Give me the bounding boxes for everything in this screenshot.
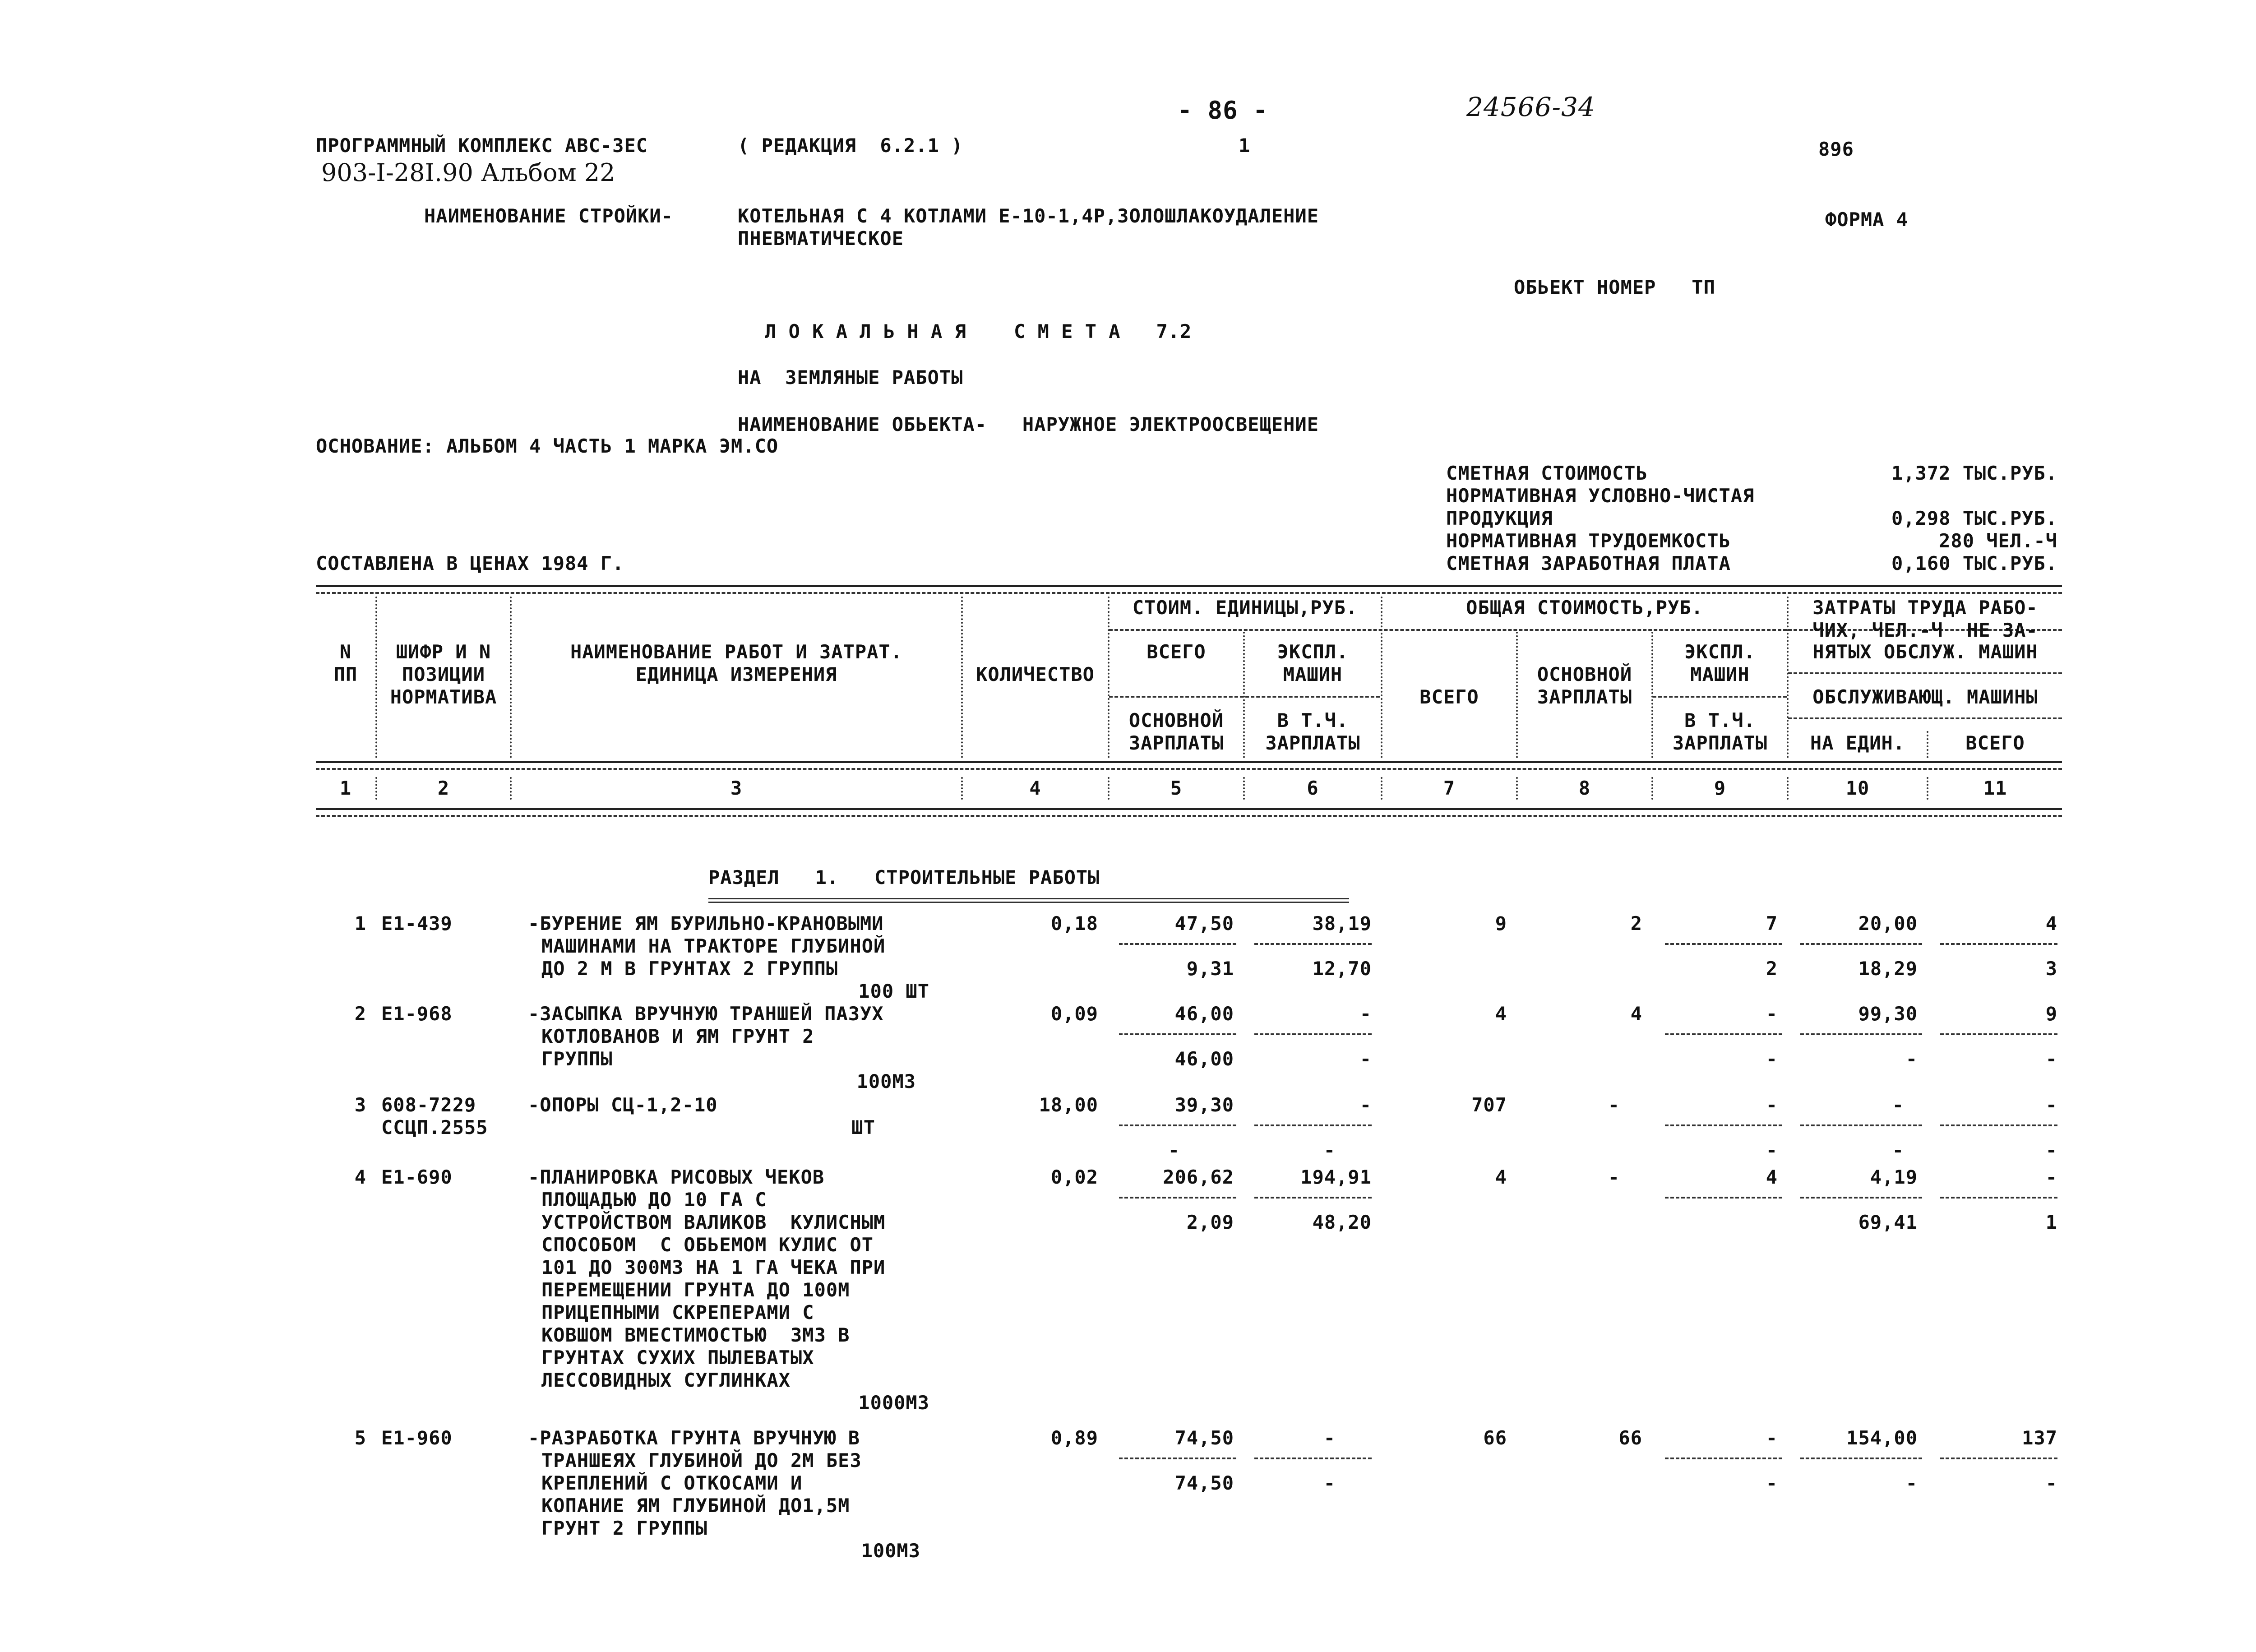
col6-header: В Т.Ч. [1277, 709, 1349, 731]
row-total-machine-wages: 2 [1766, 958, 1778, 980]
col-number: 2 [437, 777, 450, 799]
table-body-rule [316, 808, 2062, 810]
row-code: Е1-690 [381, 1166, 453, 1188]
col-number: 5 [1170, 777, 1183, 799]
row-unit-cost-machine-wages: 12,70 [1312, 958, 1372, 980]
row-total-cost: 9 [1495, 912, 1507, 935]
row-code: Е1-968 [381, 1003, 453, 1025]
row-labor-total: 9 [2045, 1003, 2057, 1025]
row-machine-labor-unit: 69,41 [1858, 1211, 1918, 1233]
summary-value: 280 ЧЕЛ.-Ч [1939, 530, 2057, 552]
summary-label: ПРОДУКЦИЯ [1446, 507, 1553, 529]
col10-header: НА ЕДИН. [1810, 732, 1905, 754]
construction-line1: КОТЕЛЬНАЯ С 4 КОТЛАМИ Е-10-1,4Р,ЗОЛОШЛАКОУДАЛЕНИЕ [738, 205, 1319, 227]
row-total-cost: 4 [1495, 1003, 1507, 1025]
row-machine-labor-unit: 18,29 [1858, 958, 1918, 980]
col-separator [1516, 777, 1518, 800]
row-labor-unit: - [1892, 1094, 1904, 1116]
section-underline [708, 898, 1349, 899]
row-machine-labor-total: - [2045, 1139, 2057, 1161]
construction-line2: ПНЕВМАТИЧЕСКОЕ [738, 227, 904, 250]
row-total-machine-wages: - [1766, 1048, 1778, 1070]
col5-header: ОСНОВНОЙ [1128, 709, 1224, 731]
handwritten-number: 24566-34 [1466, 92, 1595, 122]
row-desc-line: СПОСОБОМ С ОБЬЕМОМ КУЛИС ОТ [541, 1234, 874, 1256]
row-unit-cost-machines: 194,91 [1300, 1166, 1372, 1188]
col1-header: N [339, 641, 352, 663]
row-labor-total: 4 [2045, 912, 2057, 935]
row-desc-line: ГРУНТ 2 ГРУППЫ [541, 1517, 708, 1539]
row-divider [1940, 1458, 2057, 1459]
col9-header: ЗАРПЛАТЫ [1672, 732, 1768, 754]
row-number: 1 [354, 912, 366, 935]
col-number: 7 [1443, 777, 1456, 799]
col1-header: ПП [333, 663, 358, 685]
row-unit-cost-total: 47,50 [1174, 912, 1234, 935]
software-name: ПРОГРАММНЫЙ КОМПЛЕКС АВС-3ЕС [316, 134, 648, 157]
row-divider [1665, 943, 1782, 945]
row-labor-total: - [2045, 1166, 2057, 1188]
col11-header: ВСЕГО [1965, 732, 2025, 754]
row-quantity: 0,02 [1050, 1166, 1098, 1188]
row-divider [1119, 1197, 1236, 1199]
row-desc-line: -ПЛАНИРОВКА РИСОВЫХ ЧЕКОВ [528, 1166, 825, 1188]
row-divider [1665, 1458, 1782, 1459]
row-divider [1940, 943, 2057, 945]
object-name: НАИМЕНОВАНИЕ ОБЬЕКТА- НАРУЖНОЕ ЭЛЕКТРООСВЕЩЕНИЕ [738, 413, 1319, 435]
row-quantity: 0,89 [1050, 1427, 1098, 1449]
col-separator [1651, 777, 1653, 800]
row-total-wages: 2 [1630, 912, 1642, 935]
summary-label: СМЕТНАЯ ЗАРАБОТНАЯ ПЛАТА [1446, 552, 1731, 574]
row-desc-line: ДО 2 М В ГРУНТАХ 2 ГРУППЫ [541, 958, 838, 980]
row-desc-line: КОВШОМ ВМЕСТИМОСТЬЮ 3М3 В [541, 1324, 850, 1346]
row-divider [1254, 1124, 1372, 1126]
row-desc-line: -ЗАСЫПКА ВРУЧНУЮ ТРАНШЕЙ ПАЗУХ [528, 1003, 884, 1025]
row-unit-cost-wages: - [1168, 1139, 1180, 1161]
construction-label: НАИМЕНОВАНИЕ СТРОЙКИ- [424, 205, 674, 227]
row-unit-cost-machines: 38,19 [1312, 912, 1372, 935]
row-unit-cost-machines: - [1323, 1427, 1336, 1449]
row-machine-labor-unit: - [1905, 1048, 1918, 1070]
row-unit-cost-machine-wages: - [1323, 1472, 1336, 1494]
document-code: 896 [1818, 138, 1854, 160]
row-divider [1254, 1033, 1372, 1035]
col7-header: ВСЕГО [1419, 686, 1479, 708]
header-inner-rule [1788, 717, 2062, 719]
col-separator [375, 777, 377, 800]
col-number: 3 [730, 777, 743, 799]
row-desc-line: ПЕРЕМЕЩЕНИИ ГРУНТА ДО 100М [541, 1279, 850, 1301]
row-desc-line: -РАЗРАБОТКА ГРУНТА ВРУЧНУЮ В [528, 1427, 860, 1449]
section-title: РАЗДЕЛ 1. СТРОИТЕЛЬНЫЕ РАБОТЫ [708, 866, 1100, 888]
col-number: 8 [1578, 777, 1591, 799]
page-number: - 86 - [1177, 96, 1268, 125]
row-desc-line: ЛЕССОВИДНЫХ СУГЛИНКАХ [541, 1369, 791, 1391]
row-unit-cost-machine-wages: 48,20 [1312, 1211, 1372, 1233]
col-number: 1 [339, 777, 352, 799]
row-total-machines: 7 [1766, 912, 1778, 935]
header-inner-rule [1109, 696, 1380, 698]
col9-header: ЭКСПЛ. [1684, 641, 1756, 663]
row-labor-total: - [2045, 1094, 2057, 1116]
row-total-machines: - [1766, 1003, 1778, 1025]
row-labor-total: 137 [2022, 1427, 2057, 1449]
col5-header: ВСЕГО [1146, 641, 1206, 663]
row-desc-line: ТРАНШЕЯХ ГЛУБИНОЙ ДО 2М БЕЗ [541, 1449, 862, 1472]
row-code: 608-7229 [381, 1094, 476, 1116]
col2-header: НОРМАТИВА [390, 686, 497, 708]
object-number: ОБЬЕКТ НОМЕР ТП [1514, 276, 1715, 298]
labor-header: ЗАТРАТЫ ТРУДА РАБО- [1812, 597, 2038, 619]
row-desc-line: КРЕПЛЕНИЙ С ОТКОСАМИ И [541, 1472, 803, 1494]
album-ref: 903-I-28I.90 Альбом 22 [321, 158, 615, 187]
row-divider [1119, 1458, 1236, 1459]
row-desc-line: КОТЛОВАНОВ И ЯМ ГРУНТ 2 [541, 1025, 814, 1047]
row-divider [1665, 1124, 1782, 1126]
header-inner-rule [1109, 629, 1787, 631]
row-unit-cost-total: 74,50 [1174, 1427, 1234, 1449]
header-bottom-rule-dashed [316, 768, 2062, 770]
row-quantity: 18,00 [1039, 1094, 1098, 1116]
labor-header: ОБСЛУЖИВАЮЩ. МАШИНЫ [1812, 686, 2038, 708]
col-separator [1927, 777, 1928, 800]
row-unit: 100М3 [856, 1070, 916, 1092]
row-divider [1119, 1033, 1236, 1035]
row-divider [1940, 1197, 2057, 1199]
row-unit: 100 ШТ [858, 980, 929, 1002]
col3-header: НАИМЕНОВАНИЕ РАБОТ И ЗАТРАТ. [570, 641, 902, 663]
row-machine-labor-unit: - [1905, 1472, 1918, 1494]
row-unit-cost-machines: - [1359, 1003, 1372, 1025]
row-divider [1800, 1458, 1922, 1459]
col6-header: ЭКСПЛ. [1277, 641, 1349, 663]
row-total-machines: - [1766, 1427, 1778, 1449]
row-code-secondary: ССЦП.2555 [381, 1116, 488, 1138]
summary-value: 0,160 ТЫС.РУБ. [1891, 552, 2057, 574]
row-unit: 1000М3 [858, 1392, 929, 1414]
col-separator [961, 777, 963, 800]
row-desc-line: МАШИНАМИ НА ТРАКТОРЕ ГЛУБИНОЙ [541, 935, 886, 957]
col-number: 6 [1307, 777, 1319, 799]
row-code: Е1-960 [381, 1427, 453, 1449]
row-desc-line: ПРИЦЕПНЫМИ СКРЕПЕРАМИ С [541, 1301, 814, 1323]
table-body-rule-dashed [316, 815, 2062, 817]
row-divider [1665, 1197, 1782, 1199]
summary-label: СМЕТНАЯ СТОИМОСТЬ [1446, 462, 1648, 484]
row-unit-cost-machines: - [1359, 1094, 1372, 1116]
row-code: Е1-439 [381, 912, 453, 935]
row-total-cost: 4 [1495, 1166, 1507, 1188]
row-divider [1254, 1197, 1372, 1199]
row-quantity: 0,18 [1050, 912, 1098, 935]
row-divider [1665, 1033, 1782, 1035]
document-title: Л О К А Л Ь Н А Я С М Е Т А 7.2 [765, 320, 1192, 342]
col-separator [1381, 597, 1382, 758]
col-number: 11 [1983, 777, 2007, 799]
row-unit-cost-total: 206,62 [1163, 1166, 1234, 1188]
row-total-wages: 66 [1618, 1427, 1642, 1449]
row-divider [1940, 1124, 2057, 1126]
header-inner-rule [1653, 696, 1787, 698]
col8-header: ЗАРПЛАТЫ [1537, 686, 1632, 708]
col-number: 9 [1714, 777, 1726, 799]
col9-header: В Т.Ч. [1684, 709, 1756, 731]
document-subtitle: НА ЗЕМЛЯНЫЕ РАБОТЫ [738, 366, 963, 389]
col6-header: МАШИН [1283, 663, 1343, 685]
table-top-rule [316, 585, 2062, 587]
header-bottom-rule [316, 761, 2062, 763]
row-divider [1800, 1124, 1922, 1126]
col-number: 4 [1029, 777, 1041, 799]
row-number: 2 [354, 1003, 366, 1025]
row-unit: ШТ [851, 1116, 875, 1138]
row-machine-labor-total: - [2045, 1048, 2057, 1070]
row-number: 4 [354, 1166, 366, 1188]
row-total-cost: 66 [1483, 1427, 1507, 1449]
labor-header: ЧИХ, ЧЕЛ.-Ч НЕ ЗА- [1812, 619, 2038, 641]
col8-header: ОСНОВНОЙ [1537, 663, 1632, 685]
row-unit-cost-wages: 46,00 [1174, 1048, 1234, 1070]
row-total-machine-wages: - [1766, 1139, 1778, 1161]
col-separator [1108, 777, 1110, 800]
row-total-wages: 4 [1630, 1003, 1642, 1025]
row-divider [1800, 1033, 1922, 1035]
form-label: ФОРМА 4 [1825, 208, 1909, 231]
basis: ОСНОВАНИЕ: АЛЬБОМ 4 ЧАСТЬ 1 МАРКА ЭМ.СО [316, 435, 779, 457]
summary-label: НОРМАТИВНАЯ ТРУДОЕМКОСТЬ [1446, 530, 1731, 552]
col-number: 10 [1845, 777, 1870, 799]
row-number: 3 [354, 1094, 366, 1116]
unit-cost-header: СТОИМ. ЕДИНИЦЫ,РУБ. [1132, 597, 1358, 619]
row-unit-cost-wages: 2,09 [1186, 1211, 1234, 1233]
row-divider [1254, 1458, 1372, 1459]
col-separator [1787, 777, 1789, 800]
row-desc-line: ПЛОЩАДЬЮ ДО 10 ГА С [541, 1189, 767, 1211]
row-labor-unit: 4,19 [1870, 1166, 1918, 1188]
row-unit-cost-total: 46,00 [1174, 1003, 1234, 1025]
row-unit-cost-wages: 74,50 [1174, 1472, 1234, 1494]
row-quantity: 0,09 [1050, 1003, 1098, 1025]
labor-header: НЯТЫХ ОБСЛУЖ. МАШИН [1812, 641, 2038, 663]
row-labor-unit: 154,00 [1846, 1427, 1918, 1449]
row-machine-labor-total: 3 [2045, 958, 2057, 980]
row-total-wages: - [1608, 1166, 1620, 1188]
row-desc-line: УСТРОЙСТВОМ ВАЛИКОВ КУЛИСНЫМ [541, 1211, 886, 1233]
summary-value: 1,372 ТЫС.РУБ. [1891, 462, 2057, 484]
row-divider [1800, 943, 1922, 945]
row-desc-line: 101 ДО 300М3 НА 1 ГА ЧЕКА ПРИ [541, 1256, 886, 1278]
row-divider [1800, 1197, 1922, 1199]
row-unit-cost-total: 39,30 [1174, 1094, 1234, 1116]
row-machine-labor-total: - [2045, 1472, 2057, 1494]
row-desc-line: -ОПОРЫ СЦ-1,2-10 [528, 1094, 718, 1116]
row-labor-unit: 20,00 [1858, 912, 1918, 935]
header-inner-rule [1788, 672, 2062, 674]
row-machine-labor-unit: - [1892, 1139, 1904, 1161]
row-desc-line: ГРУППЫ [541, 1048, 613, 1070]
col3-header: ЕДИНИЦА ИЗМЕРЕНИЯ [635, 663, 837, 685]
row-desc-line: -БУРЕНИЕ ЯМ БУРИЛЬНО-КРАНОВЫМИ [528, 912, 884, 935]
revision: ( РЕДАКЦИЯ 6.2.1 ) [738, 134, 963, 157]
row-machine-labor-total: 1 [2045, 1211, 2057, 1233]
col4-header: КОЛИЧЕСТВО [976, 663, 1095, 685]
row-total-machine-wages: - [1766, 1472, 1778, 1494]
col9-header: МАШИН [1690, 663, 1750, 685]
summary-value: 0,298 ТЫС.РУБ. [1891, 507, 2057, 529]
row-number: 5 [354, 1427, 366, 1449]
table-top-rule-dashed [316, 592, 2062, 594]
row-desc-line: ГРУНТАХ СУХИХ ПЫЛЕВАТЫХ [541, 1347, 814, 1369]
row-divider [1254, 943, 1372, 945]
prices-basis: СОСТАВЛЕНА В ЦЕНАХ 1984 Г. [316, 552, 624, 574]
col6-header: ЗАРПЛАТЫ [1265, 732, 1360, 754]
row-unit-cost-machine-wages: - [1359, 1048, 1372, 1070]
col2-header: ШИФР И N [396, 641, 491, 663]
row-unit: 100М3 [861, 1540, 920, 1562]
row-total-machines: - [1766, 1094, 1778, 1116]
col-separator [510, 777, 512, 800]
col-separator [1243, 777, 1245, 800]
row-divider [1940, 1033, 2057, 1035]
total-cost-header: ОБЩАЯ СТОИМОСТЬ,РУБ. [1466, 597, 1703, 619]
row-labor-unit: 99,30 [1858, 1003, 1918, 1025]
row-unit-cost-machine-wages: - [1323, 1139, 1336, 1161]
row-total-wages: - [1608, 1094, 1620, 1116]
row-unit-cost-wages: 9,31 [1186, 958, 1234, 980]
col-separator [1381, 777, 1382, 800]
row-total-cost: 707 [1471, 1094, 1507, 1116]
row-divider [1119, 943, 1236, 945]
col5-header: ЗАРПЛАТЫ [1128, 732, 1224, 754]
row-divider [1119, 1124, 1236, 1126]
row-total-machines: 4 [1766, 1166, 1778, 1188]
row-desc-line: КОПАНИЕ ЯМ ГЛУБИНОЙ ДО1,5М [541, 1495, 850, 1517]
sheet-number: 1 [1239, 134, 1251, 157]
col2-header: ПОЗИЦИИ [402, 663, 485, 685]
summary-label: НОРМАТИВНАЯ УСЛОВНО-ЧИСТАЯ [1446, 485, 1755, 507]
